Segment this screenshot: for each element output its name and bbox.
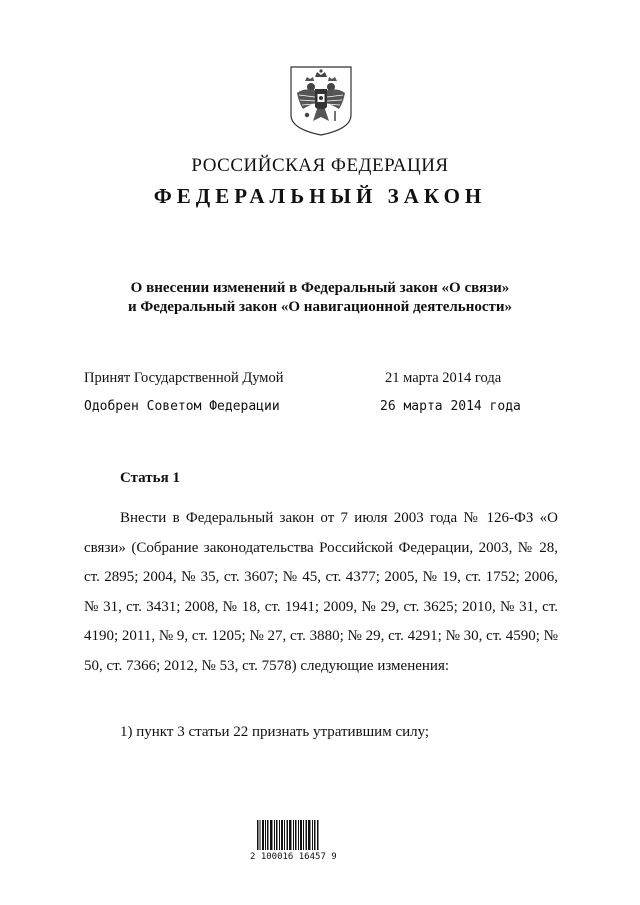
council-label: Одобрен Советом Федерации (84, 399, 280, 414)
law-type-heading: ФЕДЕРАЛЬНЫЙ ЗАКОН (153, 184, 487, 208)
article-paragraph: Внести в Федеральный закон от 7 июля 2003 года № 126-ФЗ «О связи» (Собрание законодательства Российской Федерации, 2003, № 28, ст. 2895; 2004, № 35, ст. 3607; № 45, ст. 4377; 2005, № 19, ст. 1752; 2006, № 31, ст. 3431; 2008, № 18, ст. 1941; 2009, № 29, ст. 3625; 2010, № 31, ст. 4190; 2011, № 9, ст. 1205; № 27, ст. 3880; № 29, ст. 4291; № 30, ст. 4590; № 50, ст. 7366; 2012, № 53, ст. 7578) следующие изменения: (84, 510, 558, 674)
country-heading: РОССИЙСКАЯ ФЕДЕРАЦИЯ (191, 155, 449, 176)
duma-date: 21 марта 2014 года (385, 370, 502, 386)
article-heading: Статья 1 (120, 470, 180, 486)
barcode-number: 2 100016 16457 9 (250, 852, 337, 862)
barcode-bars (257, 820, 319, 850)
law-title-line-1: О внесении изменений в Федеральный закон «О связи» (130, 280, 510, 296)
coat-of-arms-icon (287, 63, 355, 137)
council-date: 26 марта 2014 года (380, 399, 521, 414)
article-item-1: 1) пункт 3 статьи 22 признать утратившим силу; (120, 724, 430, 740)
law-title-line-2: и Федеральный закон «О навигационной деятельности» (127, 299, 513, 315)
law-title (0, 279, 640, 317)
duma-label: Принят Государственной Думой (84, 370, 284, 386)
